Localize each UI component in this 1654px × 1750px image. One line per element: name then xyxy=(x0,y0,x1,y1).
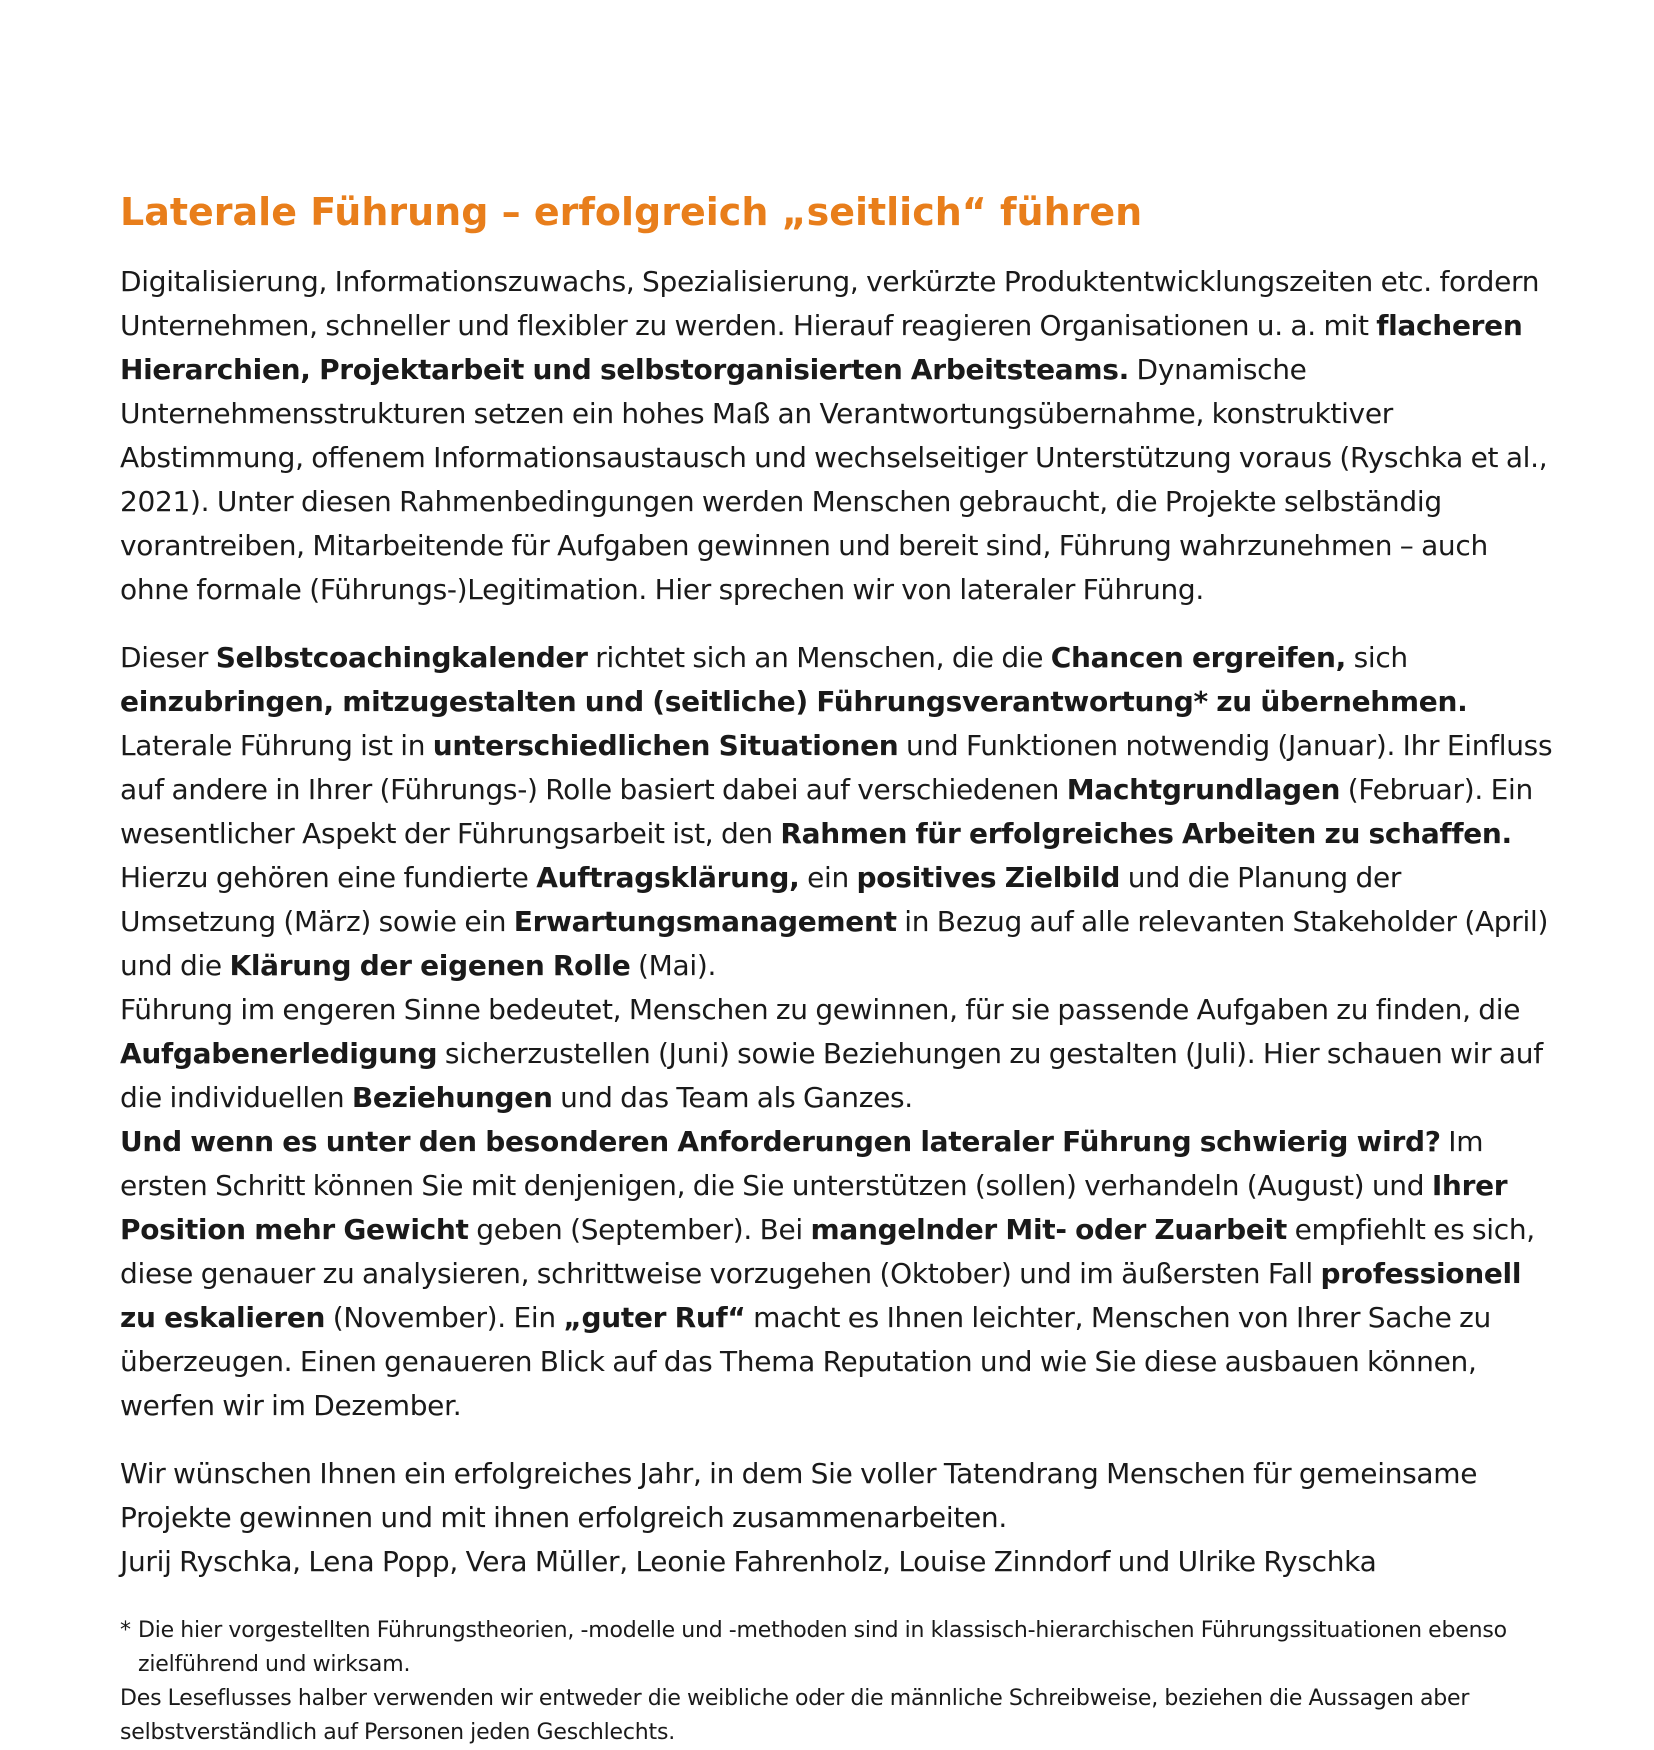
text-run: und das Team als Ganzes. xyxy=(552,1081,913,1114)
bold-text-run: Und wenn es unter den besonderen Anforderungen lateraler Führung schwierig wird? xyxy=(120,1125,1441,1158)
text-run: Wir wünschen Ihnen ein erfolgreiches Jahr, in dem Sie voller Tatendrang Menschen für gemeinsame Projekte gewinnen und mit ihnen erfolgreich zusammenarbeiten. xyxy=(120,1457,1478,1534)
bold-text-run: flacheren Hierarchien, Projektarbeit und selbstorganisierten Arbeitsteams. xyxy=(120,309,1523,386)
paragraph-difficulties xyxy=(120,1120,1560,1428)
text-run: macht es Ihnen leichter, Menschen von Ihrer Sache zu überzeugen. Einen genaueren Blick auf das Thema Reputation und wie Sie diese ausbauen können, werfen wir im Dezember. xyxy=(120,1301,1491,1422)
paragraph-intro xyxy=(120,260,1560,612)
bold-text-run: Ihrer Position mehr Gewicht xyxy=(120,1169,1508,1246)
bold-text-run: Auftragsklärung, xyxy=(536,861,800,894)
paragraph-leadership xyxy=(120,988,1560,1120)
footnote-star xyxy=(120,1614,1560,1682)
text-run: sicherzustellen (Juni) sowie Beziehungen zu gestalten (Juli). Hier schauen wir auf die individuellen xyxy=(120,1037,1543,1114)
text-run: sich xyxy=(1345,641,1408,674)
text-run: Laterale Führung ist in xyxy=(120,729,433,762)
text-run: Führung im engeren Sinne bedeutet, Menschen zu gewinnen, für sie passende Aufgaben zu finden, die xyxy=(120,993,1521,1026)
bold-text-run: Chancen ergreifen, xyxy=(1050,641,1346,674)
document-page xyxy=(120,190,1560,1750)
text-run: richtet sich an Menschen, die die xyxy=(587,641,1051,674)
text-run: Hierzu gehören eine fundierte xyxy=(120,861,537,894)
text-run: Digitalisierung, Informationszuwachs, Spezialisierung, verkürzte Produktentwicklungszeiten etc. fordern Unternehmen, schneller und flexibler zu werden. Hierauf reagieren Organisationen u. a. mit xyxy=(120,265,1540,342)
page-title: Laterale Führung – erfolgreich „seitlich“ führen xyxy=(120,190,1143,234)
footnote-gender-note: Des Leseflusses halber verwenden wir entweder die weibliche oder die männliche Schreibweise, beziehen die Aussagen aber selbstverständlich auf Personen jeden Geschlechts. xyxy=(120,1686,1470,1745)
bold-text-run: Klärung der eigenen Rolle xyxy=(229,949,631,982)
bold-text-run: Aufgabenerledigung xyxy=(120,1037,438,1070)
bold-text-run: Machtgrundlagen xyxy=(1066,773,1341,806)
text-run: (Mai). xyxy=(630,949,717,982)
footnote-mark: * xyxy=(120,1618,131,1643)
paragraph-authors xyxy=(120,1540,1560,1584)
bold-text-run: „guter Ruf“ xyxy=(563,1301,746,1334)
text-run: und die Planung der Umsetzung (März) sowie ein xyxy=(120,861,1402,938)
bold-text-run: Erwartungsmanagement xyxy=(513,905,897,938)
text-run: geben (September). Bei xyxy=(468,1213,811,1246)
text-run: ein xyxy=(799,861,857,894)
bold-text-run: Rahmen für erfolgreiches Arbeiten zu schaffen. xyxy=(780,817,1512,850)
bold-text-run: professionell zu eskalieren xyxy=(120,1257,1522,1334)
bold-text-run: Beziehungen xyxy=(351,1081,553,1114)
text-run: Dieser xyxy=(120,641,216,674)
text-run: in Bezug auf alle relevanten Stakeholder (April) und die xyxy=(120,905,1549,982)
bold-text-run: Selbstcoachingkalender xyxy=(215,641,588,674)
paragraph-calendar xyxy=(120,636,1560,988)
paragraph-wishes xyxy=(120,1452,1560,1540)
text-run: (November). Ein xyxy=(325,1301,564,1334)
text-run: (Februar). Ein wesentlicher Aspekt der Führungsarbeit ist, den xyxy=(120,773,1533,850)
text-run: Dynamische Unternehmensstrukturen setzen ein hohes Maß an Verantwortungsübernahme, konstruktiver Abstimmung, offenem Informationsaustausch und wechselseitiger Unterstützung voraus (Ryschka et al., 2021). Unter diesen Rahmenbedingungen werden Menschen gebraucht, die Projekte selbständig vorantreiben, Mitarbeitende für Aufgaben gewinnen und bereit sind, Führung wahrzunehmen – auch ohne formale (Führungs-)Legitimation. Hier sprechen wir von lateraler Führung. xyxy=(120,353,1548,606)
footnotes xyxy=(120,1614,1560,1750)
bold-text-run: positives Zielbild xyxy=(856,861,1121,894)
bold-text-run: einzubringen, mitzugestalten und (seitliche) Führungsverantwortung* zu übernehmen. xyxy=(120,685,1468,718)
bold-text-run: mangelnder Mit- oder Zuarbeit xyxy=(810,1213,1287,1246)
text-run: Jurij Ryschka, Lena Popp, Vera Müller, Leonie Fahrenholz, Louise Zinndorf und Ulrike Ryschka xyxy=(120,1545,1377,1578)
text-run: und Funktionen notwendig (Januar). Ihr Einfluss auf andere in Ihrer (Führungs-) Rolle basiert dabei auf verschiedenen xyxy=(120,729,1553,806)
text-run: Im ersten Schritt können Sie mit denjenigen, die Sie unterstützen (sollen) verhandeln (August) und xyxy=(120,1125,1484,1202)
bold-text-run: unterschiedlichen Situationen xyxy=(432,729,899,762)
text-run: empfiehlt es sich, diese genauer zu analysieren, schrittweise vorzugehen (Oktober) und im äußersten Fall xyxy=(120,1213,1535,1290)
footnote-star-text: Die hier vorgestellten Führungstheorien, -modelle und -methoden sind in klassisch-hierarchischen Führungssituationen ebenso zielführend und wirksam. xyxy=(138,1618,1507,1677)
